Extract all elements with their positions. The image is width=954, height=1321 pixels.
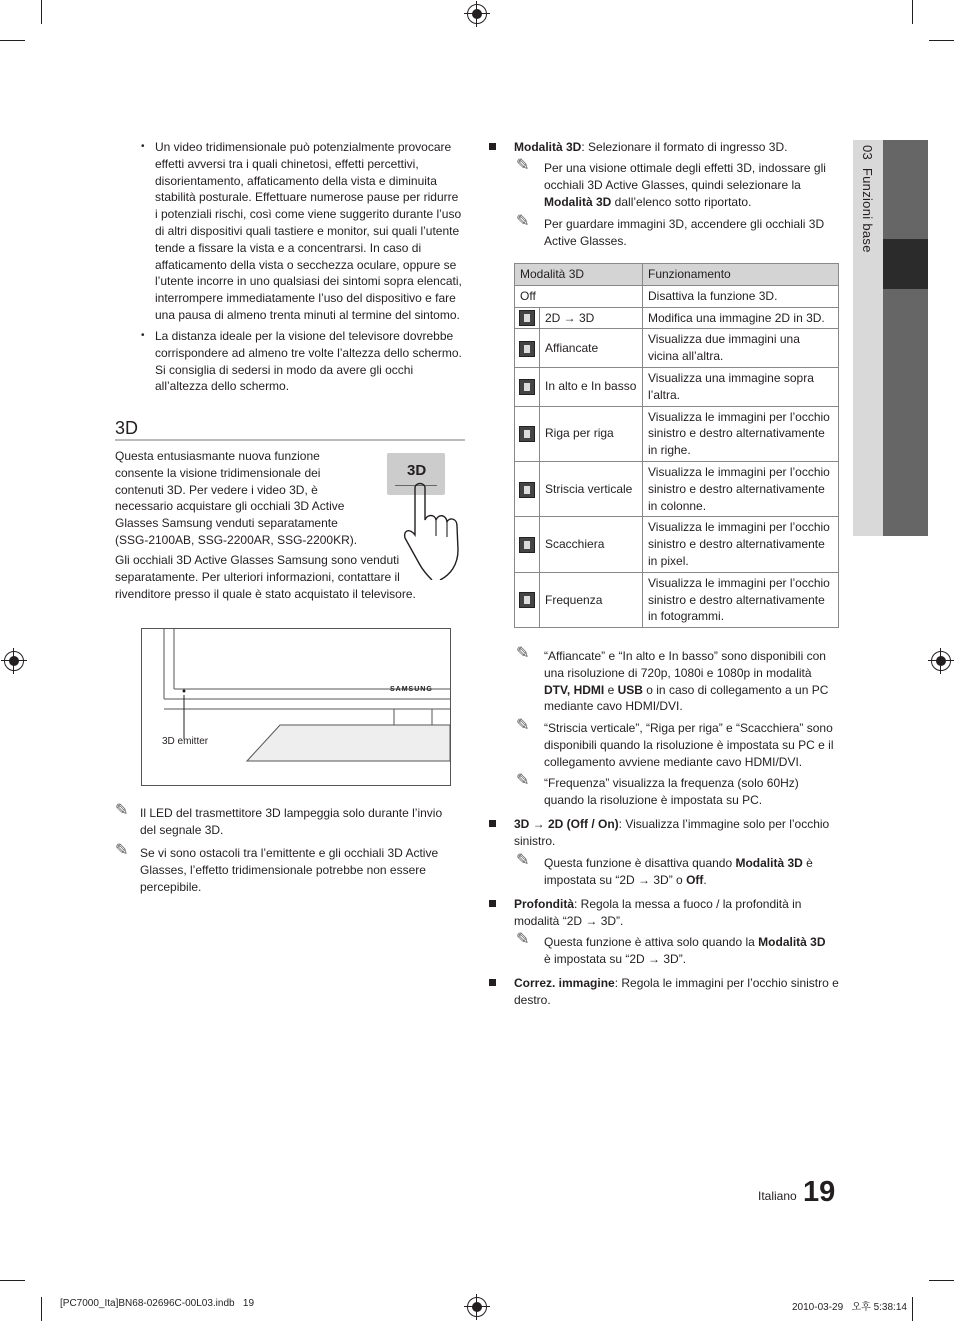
conversion-description: : Visualizza l’immagine solo per l’occhio sinistro. [514, 817, 830, 848]
mode-description-cell: Visualizza una immagine sopra l’altra. [643, 368, 839, 407]
mode-description-cell: Visualizza le immagini per l’occhio sinistro e destro alternativamente in colonne. [643, 462, 839, 517]
mode-item [514, 139, 839, 156]
glasses-sold-separately-text: Gli occhiali 3D Active Glasses Samsung sono venduti separatamente. Per ulteriori informazioni, contattare il rivenditore presso il quale è stato acquistato il televisore. [115, 553, 416, 601]
note-a-text-2: e [604, 682, 618, 697]
conversion-note-end: . [703, 872, 707, 887]
obstacle-note [115, 842, 460, 895]
table-row [515, 368, 839, 407]
crop-mark [912, 1297, 913, 1321]
heading-rule [115, 439, 465, 441]
mode-name-cell: Affiancate [540, 329, 643, 368]
table-row [515, 307, 839, 329]
mode-label: Modalità 3D [514, 140, 582, 154]
mode-icon-cell [515, 462, 540, 517]
mode-thumbnail-icon [519, 426, 535, 442]
correction-description: : Regola le immagini per l’occhio sinistro e destro. [514, 976, 839, 1007]
note-a-bold-1: DTV, HDMI [544, 682, 605, 697]
mode-table [514, 263, 839, 628]
mode-icon-cell [515, 517, 540, 572]
depth-description: : Regola la messa a fuoco / la profondità in modalità “2D → 3D”. [514, 897, 802, 928]
mode-thumbnail-icon [519, 592, 535, 608]
depth-note-end: è impostata su “2D → 3D”. [544, 951, 687, 966]
mode-name-cell: Riga per riga [540, 406, 643, 461]
crop-mark [912, 0, 913, 24]
crop-mark [41, 1297, 42, 1321]
mode-name-cell: Striscia verticale [540, 462, 643, 517]
correction-label: Correz. immagine [514, 976, 615, 990]
obstacle-note-text: Se vi sono ostacoli tra l’emittente e gli occhiali 3D Active Glasses, l’effetto tridimensionale potrebbe non essere percepibile. [140, 846, 439, 894]
mode-thumbnail-icon [519, 379, 535, 395]
correction-item [514, 975, 839, 1009]
print-datetime: 2010-03-29 오후 5:38:14 [792, 1302, 907, 1313]
footer-language: Italiano [758, 1189, 797, 1203]
mode-description-cell: Visualizza le immagini per l’occhio sinistro e destro alternativamente in pixel. [643, 517, 839, 572]
conversion-note-bold-2: Off [686, 872, 704, 887]
table-header-mode: Modalità 3D [515, 264, 643, 286]
table-note-c [516, 772, 839, 809]
table-row [515, 517, 839, 572]
chapter-tab-dark [883, 140, 928, 536]
mode-name-cell: Scacchiera [540, 517, 643, 572]
note-pencil-icon: ✎ [516, 645, 530, 662]
mode-description-cell: Visualizza due immagini una vicina all’altra. [643, 329, 839, 368]
tv-drawing [142, 629, 450, 785]
note-pencil-icon: ✎ [115, 802, 129, 819]
note-pencil-icon: ✎ [516, 852, 530, 869]
page-number: 19 [803, 1176, 836, 1208]
crop-mark [929, 40, 954, 41]
depth-label: Profondità [514, 897, 574, 911]
emitter-label: 3D emitter [162, 736, 209, 747]
mode-note-1-text: Per una visione ottimale degli effetti 3D, indossare gli occhiali 3D Active Glasses, quindi selezionare la [544, 161, 826, 192]
mode-thumbnail-icon [519, 310, 535, 326]
registration-mark-icon [467, 1297, 487, 1317]
depth-note-bold: Modalità 3D [758, 935, 826, 949]
depth-note-text: Questa funzione è attiva solo quando la [544, 935, 759, 949]
mode-description-cell: Disattiva la funzione 3D. [643, 285, 839, 307]
led-note-text: Il LED del trasmettitore 3D lampeggia solo durante l’invio del segnale 3D. [140, 806, 443, 837]
mode-note-1 [516, 157, 834, 210]
led-note [115, 802, 460, 839]
tv-brand-logo: SAMSUNG [390, 686, 433, 693]
mode-name-cell: Off [515, 285, 643, 307]
note-a-text: “Affiancate” e “In alto e In basso” sono disponibili con una risoluzione di 720p, 1080i e 1080p in modalità [544, 649, 826, 680]
chapter-number: 03 [860, 145, 875, 161]
table-note-b [516, 717, 834, 770]
conversion-note-bold: Modalità 3D [735, 856, 803, 870]
mode-note-1-end: dall’elenco sotto riportato. [611, 194, 752, 209]
conversion-label: 3D → 2D (Off / On) [514, 817, 619, 831]
mode-thumbnail-icon [519, 537, 535, 553]
mode-name-cell: Frequenza [540, 572, 643, 627]
intro-paragraph-2 [115, 552, 420, 602]
note-c-text: “Frequenza” visualizza la frequenza (solo 60Hz) quando la risoluzione è impostata su PC. [544, 776, 799, 807]
chapter-label [860, 145, 875, 253]
tv-illustration-frame [141, 628, 451, 786]
note-pencil-icon: ✎ [516, 213, 530, 230]
mode-icon-cell [515, 572, 540, 627]
chapter-title: Funzioni base [860, 167, 875, 253]
bullet-square [489, 820, 496, 827]
crop-mark [0, 40, 25, 41]
note-b-text: “Striscia verticale”, “Riga per riga” e “Scacchiera” sono disponibili quando la risoluzione è impostata su PC e il collegamento avviene mediante cavo HDMI/DVI. [544, 721, 834, 769]
intro-paragraph: Questa entusiasmante nuova funzione consente la visione tridimensionale dei contenuti 3D. Per vedere i video 3D, è necessario acquistare gli occhiali 3D Active Glasses Samsung venduti separatamente (SSG-2100AB, SSG-2200AR, SSG-2200KR). [115, 449, 358, 547]
table-row [515, 406, 839, 461]
distance-text: La distanza ideale per la visione del televisore dovrebbe corrispondere ad almeno tre volte l’altezza dello schermo. Si consiglia di sedersi in modo da avere gli occhi all’altezza dello schermo. [155, 329, 462, 394]
mode-name-cell: In alto e In basso [540, 368, 643, 407]
note-a-text-3: o in caso di collegamento a un PC mediante cavo HDMI/DVI. [544, 682, 829, 714]
note-pencil-icon: ✎ [516, 931, 530, 948]
registration-mark-icon [931, 651, 951, 671]
bullet-square [489, 979, 496, 986]
bullet-square [489, 143, 496, 150]
mode-description: : Selezionare il formato di ingresso 3D. [581, 140, 788, 154]
distance-bullet: • La distanza ideale per la visione del televisore dovrebbe corrispondere ad almeno tre volte l’altezza dello schermo. Si consiglia di sedersi in modo da avere gli occhi all’altezza dello schermo. [141, 329, 462, 394]
mode-thumbnail-icon [519, 341, 535, 357]
warning-text: Un video tridimensionale può potenzialmente provocare effetti avversi tra i quali chinetosi, effetti percettivi, disorientamento, affaticamento della vista e diminuita stabilità posturale. Effettuare numerose pause per ridurre i potenziali rischi, così come viene suggerito durante l’uso di altri dispositivi quali tastiere e monitor, sui quali l’utente tende a fissare la vista e a concentrarsi. In caso di affaticamento della vista o secchezza oculare, oppure se l’utente incorre in uno qualsiasi dei sintomi sopra elencati, interrompere immediatamente l’uso del dispositivo e fare una pausa di almeno trenta minuti al termine del sintomo. [155, 140, 462, 322]
table-row [515, 462, 839, 517]
mode-description-cell: Visualizza le immagini per l’occhio sinistro e destro alternativamente in fotogrammi. [643, 572, 839, 627]
mode-note-2 [516, 213, 834, 250]
table-note-a [516, 645, 834, 715]
table-row [515, 572, 839, 627]
mode-icon-cell [515, 329, 540, 368]
mode-description-cell: Visualizza le immagini per l’occhio sinistro e destro alternativamente in righe. [643, 406, 839, 461]
table-row [515, 329, 839, 368]
note-pencil-icon: ✎ [516, 772, 530, 789]
conversion-note-text: Questa funzione è disattiva quando [544, 856, 736, 870]
crop-mark [929, 1280, 954, 1281]
section-heading: 3D [115, 418, 139, 438]
depth-item [514, 896, 839, 930]
hand-pointer-icon [400, 480, 470, 580]
mode-description-cell: Modifica una immagine 2D in 3D. [643, 307, 839, 329]
crop-mark [0, 1280, 25, 1281]
bullet-square [489, 900, 496, 907]
mode-icon-cell [515, 406, 540, 461]
table-header-row [515, 264, 839, 286]
table-header-function: Funzionamento [643, 264, 839, 286]
mode-thumbnail-icon [519, 482, 535, 498]
depth-note [516, 931, 834, 968]
conversion-note-text-2: è impostata su “2D → 3D” o [544, 856, 813, 887]
table-row [515, 285, 839, 307]
note-a-bold-2: USB [617, 682, 643, 697]
note-pencil-icon: ✎ [516, 717, 530, 734]
crop-mark [41, 0, 42, 24]
mode-note-1-bold: Modalità 3D [544, 194, 612, 209]
mode-name-cell: 2D → 3D [540, 307, 643, 329]
registration-mark-icon [467, 4, 487, 24]
warning-bullet: • Un video tridimensionale può potenzialmente provocare effetti avversi tra i quali chinetosi, effetti percettivi, disorientamento, affaticamento della vista e diminuita stabilità posturale. Effettuare numerose pause per ridurre i potenziali rischi, così come viene suggerito durante l’uso di altri dispositivi quali tastiere e monitor, sui quali l’utente tende a fissare la vista e a concentrarsi. In caso di affaticamento della vista o secchezza oculare, oppure se l’utente incorre in uno qualsiasi dei sintomi sopra elencati, interrompere immediatamente l’uso del dispositivo e fare una pausa di almeno trenta minuti al termine del sintomo. [141, 140, 462, 322]
chapter-tab-marker [883, 239, 928, 289]
mode-note-2-text: Per guardare immagini 3D, accendere gli occhiali 3D Active Glasses. [544, 217, 825, 248]
note-pencil-icon: ✎ [115, 842, 129, 859]
mode-icon-cell [515, 368, 540, 407]
registration-mark-icon [4, 651, 24, 671]
mode-icon-cell [515, 307, 540, 329]
conversion-note [516, 852, 834, 889]
button-label: 3D [407, 462, 427, 479]
conversion-item [514, 816, 839, 850]
note-pencil-icon: ✎ [516, 157, 530, 174]
print-file-slug: [PC7000_Ita]BN68-02696C-00L03.indb 19 [60, 1298, 255, 1309]
